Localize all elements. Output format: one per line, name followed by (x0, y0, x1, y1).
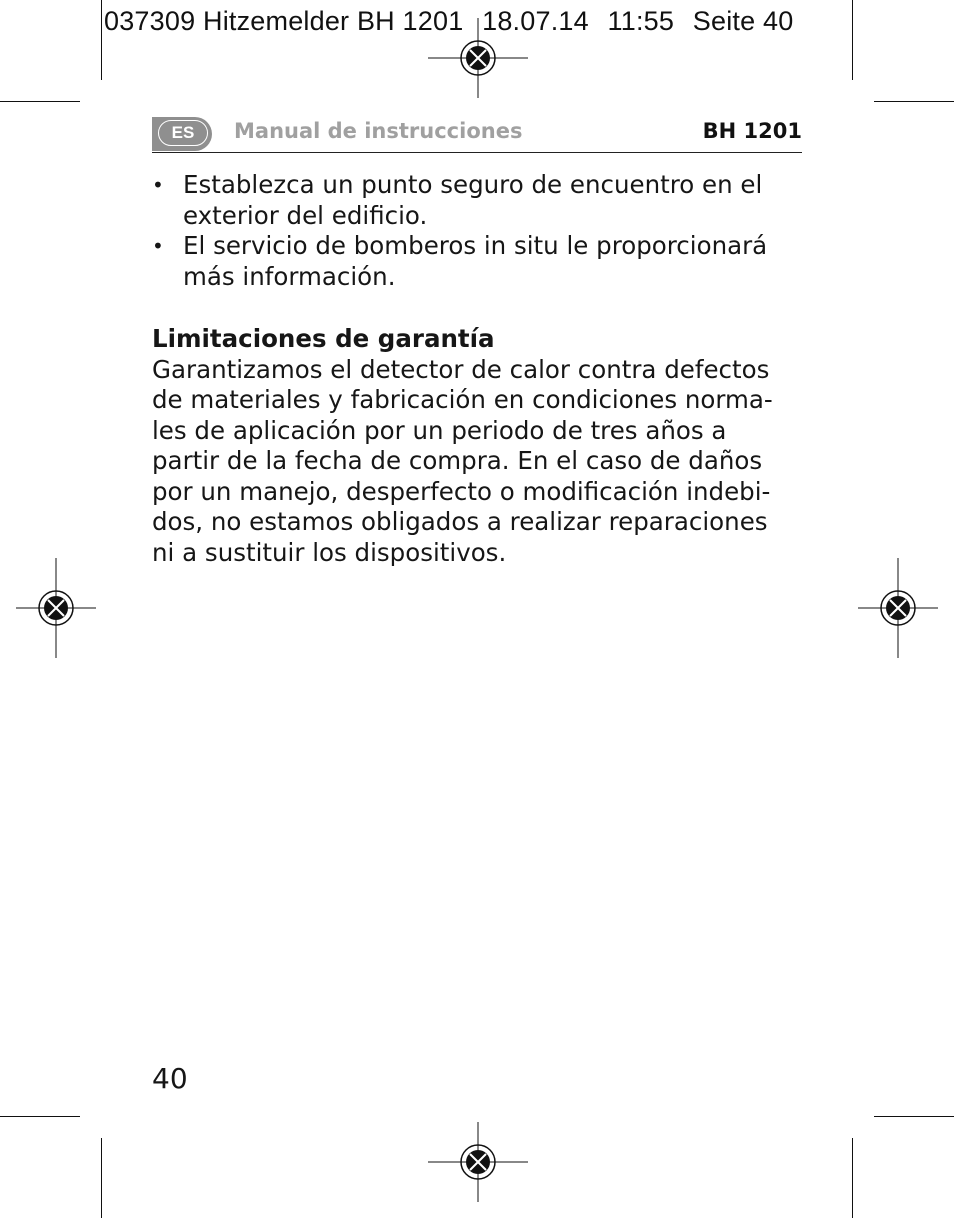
crop-mark-top-left-horizontal (0, 101, 80, 102)
list-item: • Establezca un punto seguro de encuentro en el exterior del edificio. (152, 170, 812, 231)
crop-mark-bottom-left-horizontal (0, 1116, 80, 1117)
language-badge (152, 117, 212, 151)
manual-title: Manual de instrucciones (234, 119, 523, 143)
bullet-list (152, 170, 812, 292)
section-title: Limitaciones de garantía (152, 324, 495, 353)
header-divider (152, 152, 802, 153)
registration-mark-top-icon (428, 18, 528, 98)
crop-mark-bottom-right-vertical (852, 1138, 853, 1218)
list-item: • El servicio de bomberos in situ le proporcionará más información. (152, 231, 812, 292)
slug-time: 11:55 (607, 6, 675, 36)
crop-mark-bottom-left-vertical (101, 1138, 102, 1218)
slug-page: Seite 40 (692, 6, 794, 36)
page-number: 40 (152, 1062, 188, 1095)
crop-mark-top-right-horizontal (874, 101, 954, 102)
slug-date: 18.07.14 (482, 6, 589, 36)
warranty-paragraph: Garantizamos el detector de calor contra defectos de materiales y fabricación en condiciones norma- les de aplicación por un periodo de tres años a partir de la fecha de compra. En el caso de daños por un manejo, desperfecto o modificación indebi- dos, no estamos obligados a realizar reparaciones ni a sustituir los dispositivos. (152, 354, 773, 567)
slug-job: 037309 Hitzemelder BH 1201 (104, 6, 464, 36)
crop-mark-bottom-right-horizontal (874, 1116, 954, 1117)
crop-mark-top-right-vertical (852, 0, 853, 80)
crop-mark-top-left-vertical (101, 0, 102, 80)
registration-mark-bottom-icon (428, 1122, 528, 1202)
page-content (152, 170, 812, 568)
model-number: BH 1201 (702, 119, 802, 143)
registration-mark-left-icon (16, 558, 96, 658)
language-badge-label: ES (158, 120, 208, 146)
registration-mark-right-icon (858, 558, 938, 658)
